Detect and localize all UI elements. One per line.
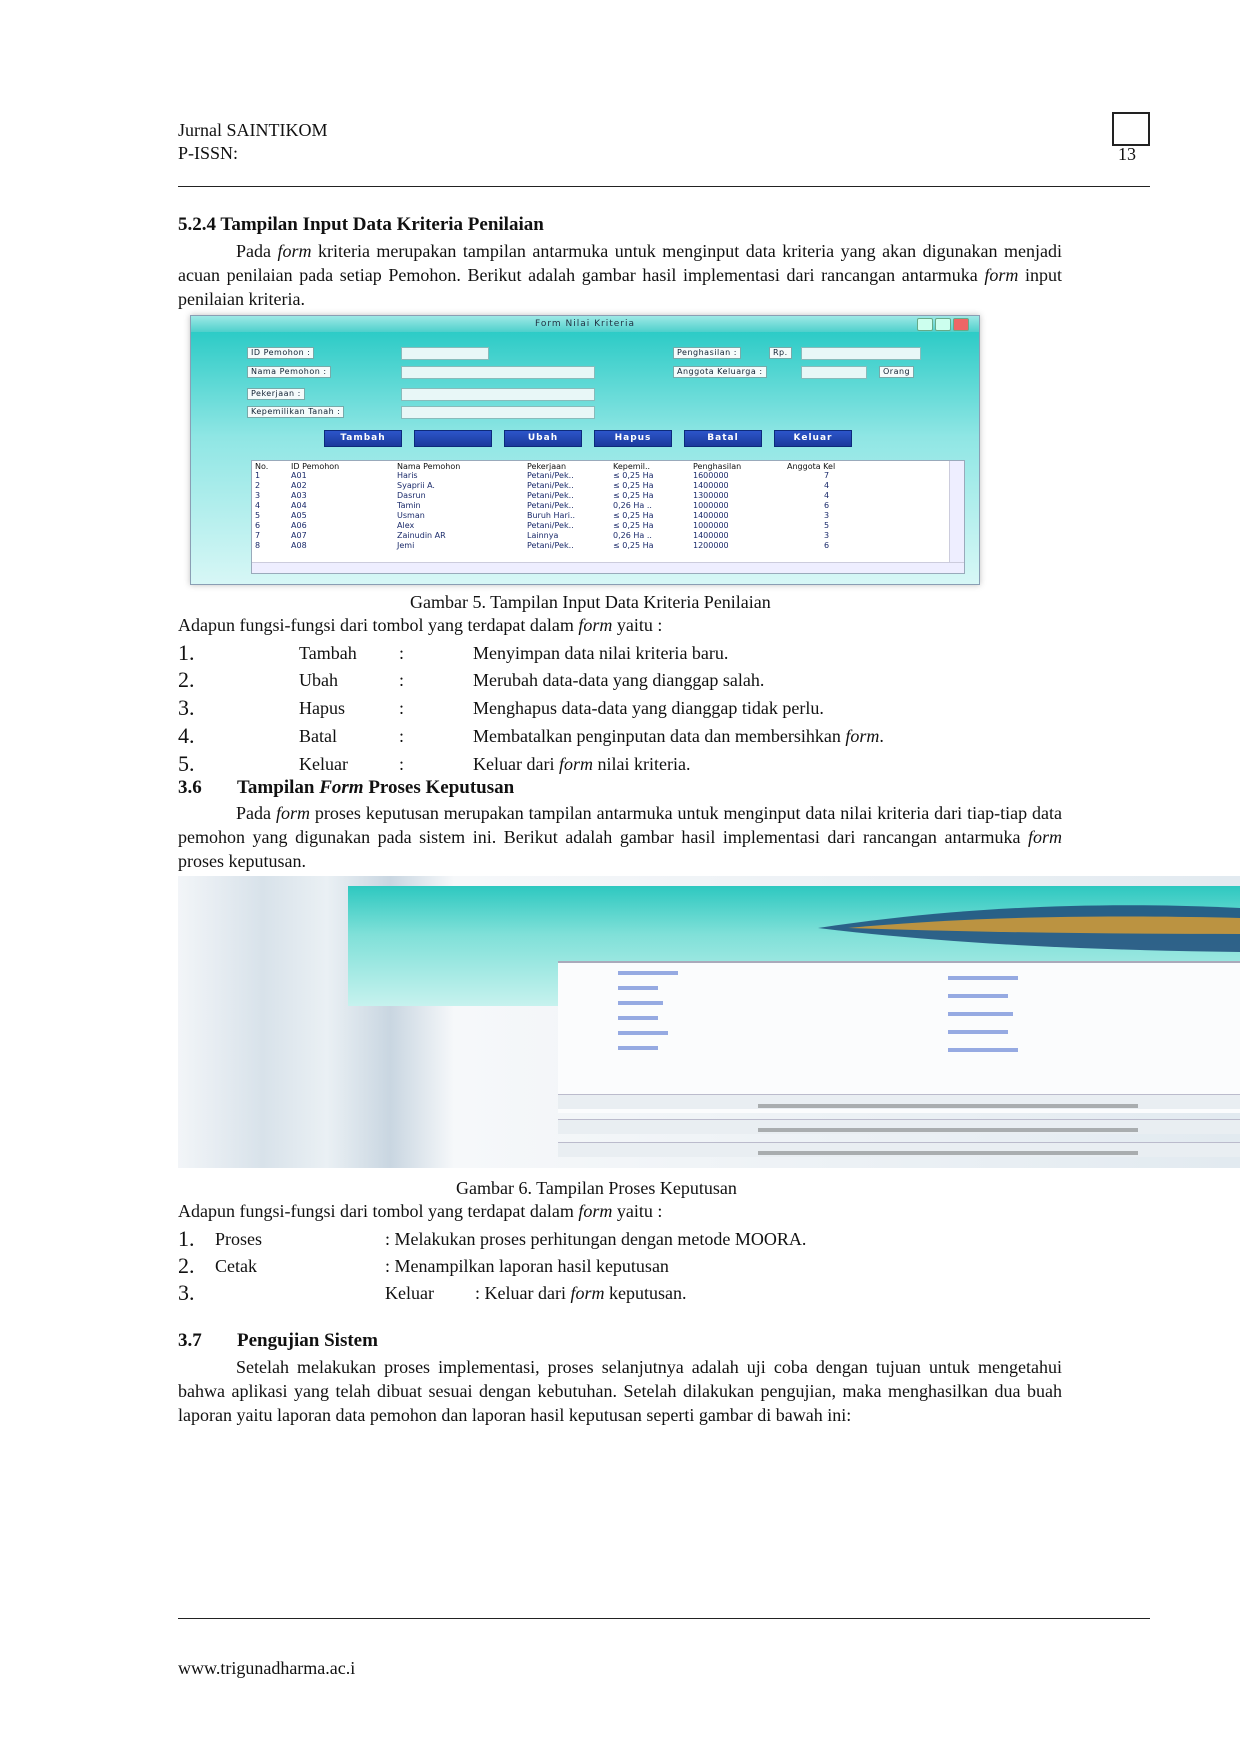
col-penghasilan: Penghasilan (693, 461, 742, 471)
page-number-box (1112, 112, 1150, 146)
page-number: 13 (1118, 144, 1136, 164)
label-rp: Rp. (769, 347, 792, 359)
blank-button[interactable] (414, 430, 492, 447)
label-penghasilan: Penghasilan : (673, 347, 741, 359)
list1-intro: Adapun fungsi-fungsi dari tombol yang terdapat dalam form yaitu : (178, 615, 663, 635)
blurred-text (618, 1016, 658, 1020)
section-number-36: 3.6 (178, 777, 202, 798)
journal-name: Jurnal SAINTIKOM (178, 120, 328, 140)
footer-rule (178, 1618, 1150, 1619)
col-pekerjaan: Pekerjaan (527, 461, 567, 471)
kepemilikan-select[interactable] (401, 406, 595, 419)
decorative-swoosh (818, 900, 1240, 956)
anggota-keluarga-field[interactable] (801, 366, 867, 379)
blurred-text (758, 1151, 1138, 1155)
form-nilai-kriteria-screenshot (190, 315, 980, 585)
proses-keputusan-screenshot (178, 876, 1240, 1168)
pekerjaan-select[interactable] (401, 388, 595, 401)
ubah-button[interactable]: Ubah (504, 430, 582, 447)
header-rule (178, 186, 1150, 187)
blurred-text (948, 976, 1018, 980)
table-row[interactable]: 2 A02 Syaprii A. Petani/Pek.. ≤ 0,25 Ha 1400000 4 (255, 481, 830, 490)
nama-pemohon-field[interactable] (401, 366, 595, 379)
table-row[interactable]: 3 A03 Dasrun Petani/Pek.. ≤ 0,25 Ha 1300000 4 (255, 491, 830, 500)
horizontal-scrollbar[interactable] (252, 562, 964, 573)
hapus-button[interactable]: Hapus (594, 430, 672, 447)
blurred-text (618, 1031, 668, 1035)
tambah-button[interactable]: Tambah (324, 430, 402, 447)
blurred-text (948, 994, 1008, 998)
col-no: No. (255, 461, 269, 471)
figure6-caption: Gambar 6. Tampilan Proses Keputusan (456, 1178, 737, 1198)
blurred-text (618, 986, 658, 990)
section-heading-36: Tampilan Form Proses Keputusan (237, 777, 515, 798)
table-row[interactable]: 1 A01 Haris Petani/Pek.. ≤ 0,25 Ha 1600000 7 (255, 471, 830, 480)
table-row[interactable]: 8 A08 Jemi Petani/Pek.. ≤ 0,25 Ha 1200000 6 (255, 541, 830, 550)
blurred-text (618, 1001, 663, 1005)
footer-url[interactable]: www.trigunadharma.ac.i (178, 1658, 356, 1678)
blurred-text (758, 1104, 1138, 1108)
label-orang: Orang (879, 366, 914, 378)
close-icon (953, 318, 969, 331)
blurred-text (948, 1048, 1018, 1052)
label-kepemilikan: Kepemilikan Tanah : (247, 406, 344, 418)
section-number-37: 3.7 (178, 1330, 202, 1351)
id-pemohon-select[interactable] (401, 347, 489, 360)
minimize-icon (917, 318, 933, 331)
label-id-pemohon: ID Pemohon : (247, 347, 314, 359)
blurred-text (758, 1128, 1138, 1132)
col-kepemilikan: Kepemil.. (613, 461, 651, 471)
col-id-pemohon: ID Pemohon (291, 461, 340, 471)
label-nama-pemohon: Nama Pemohon : (247, 366, 331, 378)
penghasilan-field[interactable] (801, 347, 921, 360)
issn-label: P-ISSN: (178, 143, 239, 163)
blurred-text (618, 971, 678, 975)
table-row[interactable]: 4 A04 Tamin Petani/Pek.. 0,26 Ha .. 1000000 6 (255, 501, 830, 510)
section3-paragraph: Setelah melakukan proses implementasi, proses selanjutnya adalah uji coba dengan tujuan untuk mengetahui bahwa aplikasi yang telah dibuat sesuai dengan kebutuhan. Setelah dilakukan pengujian, maka menghasilkan dua buah laporan yaitu laporan data pemohon dan laporan hasil keputusan seperti gambar di bawah ini: (178, 1357, 1062, 1425)
batal-button[interactable]: Batal (684, 430, 762, 447)
list2-intro: Adapun fungsi-fungsi dari tombol yang terdapat dalam form yaitu : (178, 1201, 663, 1221)
col-anggota-keluarga: Anggota Kel (787, 461, 836, 471)
figure5-caption: Gambar 5. Tampilan Input Data Kriteria Penilaian (410, 592, 771, 612)
label-pekerjaan: Pekerjaan : (247, 388, 305, 400)
window-title: Form Nilai Kriteria (191, 316, 979, 332)
section-heading-37: Pengujian Sistem (237, 1330, 378, 1351)
section2-paragraph: Pada form proses keputusan merupakan tampilan antarmuka untuk menginput data nilai kriteria dari tiap-tiap data pemohon yang digunakan pada sistem ini. Berikut adalah gambar hasil implementasi dari rancangan antarmuka form proses keputusan. (178, 803, 1062, 871)
section1-paragraph: Pada form kriteria merupakan tampilan antarmuka untuk menginput data kriteria yang akan digunakan menjadi acuan penilaian pada setiap Pemohon. Berikut adalah gambar hasil implementasi dari rancangan antarmuka form input penilaian kriteria. (178, 241, 1063, 309)
keluar-button[interactable]: Keluar (774, 430, 852, 447)
vertical-scrollbar[interactable] (949, 461, 964, 573)
section-heading-524: 5.2.4 Tampilan Input Data Kriteria Penilaian (178, 214, 544, 235)
table-row[interactable]: 6 A06 Alex Petani/Pek.. ≤ 0,25 Ha 1000000 5 (255, 521, 830, 530)
blurred-text (948, 1030, 1008, 1034)
maximize-icon (935, 318, 951, 331)
blurred-text (948, 1012, 1013, 1016)
kriteria-table[interactable] (251, 460, 965, 574)
label-anggota-keluarga: Anggota Keluarga : (673, 366, 767, 378)
col-nama-pemohon: Nama Pemohon (397, 461, 461, 471)
result-panel (558, 961, 1240, 1113)
table-row[interactable]: 7 A07 Zainudin AR Lainnya 0,26 Ha .. 1400000 3 (255, 531, 830, 540)
blurred-text (618, 1046, 658, 1050)
table-row[interactable]: 5 A05 Usman Buruh Hari.. ≤ 0,25 Ha 1400000 3 (255, 511, 830, 520)
